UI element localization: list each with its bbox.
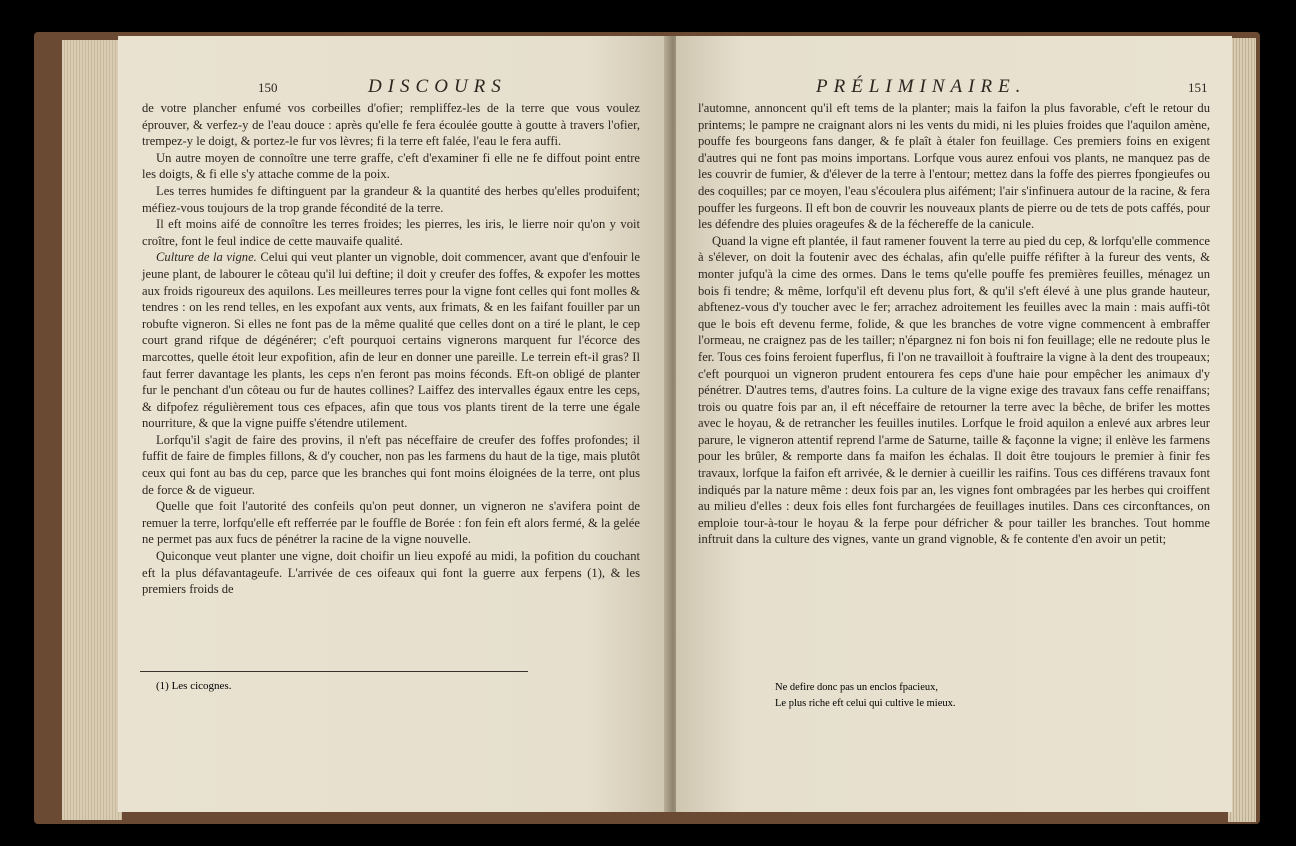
paragraph: Un autre moyen de connoître une terre graffe, c'eft d'examiner fi elle ne fe diffout point entre les doigts, & fi elle s'y attache comme de la poix. <box>142 150 640 182</box>
footnote: (1) Les cicognes. <box>156 680 232 692</box>
section-title: Culture de la vigne. <box>156 250 257 265</box>
paragraph: de votre plancher enfumé vos corbeilles d'ofier; rempliffez-les de la terre que vous voulez éprouver, & verfez-y de l'eau douce : après qu'elle fe fera écoulée goutte à goutte à travers l'ofier, trempez-y le doigt, & portez-le fur vos lèvres; fi la terre eft falée, l'eau le fera auffi. <box>142 101 640 149</box>
right-body-text <box>698 100 1210 548</box>
paragraph: Les terres humides fe diftinguent par la grandeur & la quantité des herbes qu'elles produifent; méfiez-vous toujours de la trop grande fécondité de la terre. <box>142 183 640 215</box>
paragraph: Il eft moins aifé de connoître les terres froides; les pierres, les iris, le lierre noir qu'on y voit croître, font le feul indice de cette mauvaife qualité. <box>142 217 640 248</box>
verse-line: Ne defire donc pas un enclos fpacieux, <box>775 682 938 693</box>
section-text: Celui qui veut planter un vignoble, doit commencer, avant que d'enfouir le jeune plant, de labourer le côteau qu'il lui deftine; il doit y creufer des foffes, & expofer les mottes aux froids rigoureux des aquilons. Les meilleures terres pour la vigne font celles qui font molles & tendres : on les rend telles, en les expofant aux vents, aux frimats, & en les faifant fouiller par un robufte vigneron. Si elles ne font pas de la même qualité que celles dont on a tiré le plant, le cep court grand rifque de dégénérer; c'eft pourquoi certains vignerons marquent fur l'écorce des marcottes, quelle étoit leur expofition, afin de leur en donner une pareille. Le terrein eft-il gras? Il faut ferrer davantage les plants, les ceps n'en feront pas moins féconds. Eft-on obligé de planter fur le penchant d'un côteau ou fur de hautes collines? Laiffez des intervalles égaux entre les ceps, & difpofez régulièrement tous ces efpaces, afin que tous vos plants tirent de la terre une égale nourriture, & que la vigne puiffe s'étendre utilement. <box>142 250 640 431</box>
page-edges-right <box>1228 38 1256 822</box>
paragraph: l'automne, annoncent qu'il eft tems de la planter; mais la faifon la plus favorable, c'eft le retour du printems; le pampre ne craignant alors ni les vents du midi, ni les pluies froides que l'aquilon amène, pouffe fes bourgeons fans danger, & fe plaît à étaler fon feuillage. Ces premiers foins en exigent d'autres qui ne font pas moins importans. Lorfque vous aurez enfoui vos plants, ne manquez pas de les couvrir de fumier, & d'élever de la terre à l'entour; mettez dans la foffe des pierres fpongieufes ou des coquilles; par ce moyen, l'eau s'écoulera plus aifément; l'air s'infinuera autour de la racine, & fera pouffer les furgeons. Il eft bon de couvrir les nouveaux plants de pierre ou de tets de pots caffés, pour les défendre des pluies orageufes & de la féchereffe de la canicule. <box>698 101 1210 232</box>
verse-block <box>775 680 955 712</box>
left-body-text <box>142 100 640 598</box>
page-number-right: 151 <box>1188 80 1208 95</box>
paragraph: Quiconque veut planter une vigne, doit choifir un lieu expofé au midi, la pofition du couchant eft la plus défavantageufe. L'arrivée de ces oifeaux qui font la guerre aux ferpens (1), & les premiers froids de <box>142 549 640 597</box>
page-number-left: 150 <box>258 80 278 95</box>
running-head-right: PRÉLIMINAIRE. <box>816 76 1027 97</box>
verse-line: Le plus riche eft celui qui cultive le mieux. <box>775 698 956 709</box>
left-page <box>118 36 670 812</box>
paragraph: Lorfqu'il s'agit de faire des provins, il n'eft pas néceffaire de creufer des foffes profondes; il fuffit de faire de fimples fillons, & d'y coucher, non pas les farmens du haut de la tige, mais plutôt ceux qui font au bas du cep, parce que les branches qui font moins éloignées de la terre, ont plus de force & de vigueur. <box>142 432 640 497</box>
paragraph: Quelle que foit l'autorité des confeils qu'on peut donner, un vigneron ne s'avifera point de remuer la terre, lorfqu'elle eft refferrée par le fouffle de Borée : fon fein eft alors fermé, & la gelée ne permet pas aux fucs de pénétrer la racine de la vigne nouvelle. <box>142 499 640 547</box>
page-edges-left <box>62 40 122 820</box>
footnote-rule <box>140 671 528 672</box>
running-head-left: DISCOURS <box>368 76 507 97</box>
section-paragraph <box>142 249 640 432</box>
paragraph: Quand la vigne eft plantée, il faut ramener fouvent la terre au pied du cep, & lorfqu'elle commence à s'élever, on doit la foutenir avec des échalas, afin qu'elle puiffe réfifter à la fureur des vents, & monter jufqu'à la cime des ormes. Dans le tems qu'elle pouffe fes premières feuilles, ménagez un bois fi tendre; & même, lorfqu'il eft devenu plus fort, & qu'il s'eft élevé à une plus grande hauteur, abftenez-vous d'y toucher avec le fer; arrachez adroitement les feuilles avec la main : mais auffi-tôt que le bois eft devenu ferme, folide, & que les branches de votre vigne commencent à embraffer l'ormeau, ne craignez pas de les tailler; n'épargnez ni fon bois ni fon feuillage; elle ne redoute plus le fer. Tous ces foins feroient fuperflus, fi l'on ne travailloit à fouftraire la vigne à la dent des troupeaux; c'eft pourquoi un vigneron prudent entourera fes ceps d'une haie pour empêcher les animaux d'y pénétrer. D'autres tems, d'autres foins. La culture de la vigne exige des travaux fans ceffe renaiffans; trois ou quatre fois par an, il eft néceffaire de retourner la terre avec la bêche, de brifer les mottes avec le hoyau, & de retrancher les feuilles inutiles. Lorfque le froid aquilon a enlevé aux arbres leur parure, le vigneron attentif reprend l'arme de Saturne, taille & façonne la vigne; il enlève les farmens pour les brûler, & remporte dans fa maifon les échalas. Il doit être toujours le premier à finir fes travaux, lorfque la faifon eft arrivée, & le dernier à cueillir les raifins. Tous ces différens travaux font indiqués par la nature même : deux fois par an, les vignes font ombragées par les herbes qui croiffent au milieu d'elles : deux fois elles font furchargées de feuillages inutiles. Dans ces circonftances, on emploie tour-à-tour le hoyau & la ferpe pour défricher & pour tailler les branches. Tout homme inftruit dans la culture des vignes, vante un grand vignoble, & fe contente d'en avoir un petit; <box>698 233 1210 547</box>
